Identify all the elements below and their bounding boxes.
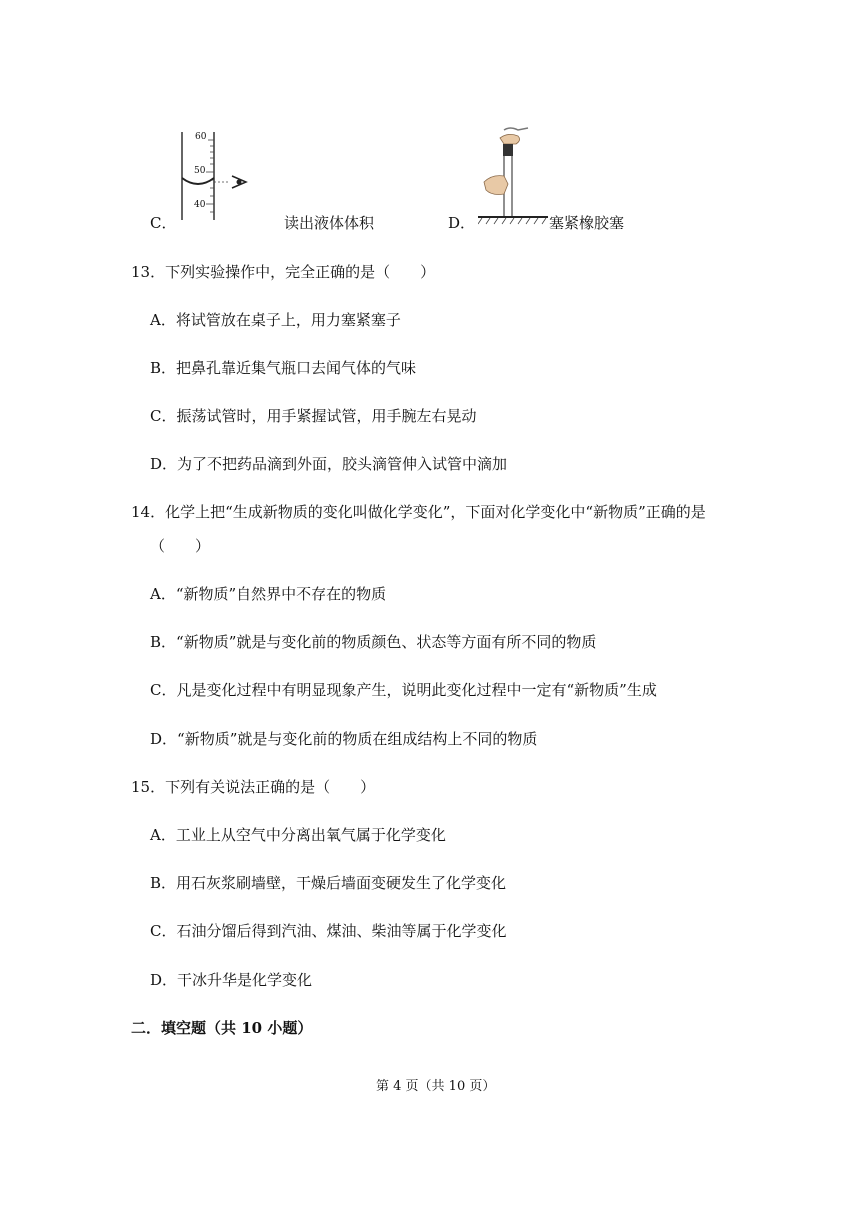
option-c-letter: C． <box>150 214 177 232</box>
test-tube-stopper-icon <box>478 124 548 228</box>
page-footer: 第 4 页（共 10 页） <box>376 1079 496 1094</box>
question-14-option-d: D．“新物质”就是与变化前的物质在组成结构上不同的物质 <box>150 730 538 748</box>
question-14-option-b: B．“新物质”就是与变化前的物质颜色、状态等方面有所不同的物质 <box>150 633 597 651</box>
option-c-caption: 读出液体体积 <box>284 214 375 232</box>
option-d-caption: 塞紧橡胶塞 <box>549 214 625 232</box>
option-d-letter: D． <box>448 214 476 232</box>
question-15-option-d: D．干冰升华是化学变化 <box>150 971 313 989</box>
section-title: 二．填空题（共 10 小题） <box>131 1019 313 1037</box>
question-14-option-a: A．“新物质”自然界中不存在的物质 <box>150 585 387 603</box>
question-14-stem-continued: （ ） <box>150 537 211 555</box>
test-tube-stopper-figure <box>478 124 548 228</box>
question-14-stem: 14．化学上把“生成新物质的变化叫做化学变化”，下面对化学变化中“新物质”正确的是 <box>131 503 706 521</box>
tick-label-40: 40 <box>194 200 206 210</box>
question-13-option-c: C．振荡试管时，用手紧握试管，用手腕左右晃动 <box>150 407 477 425</box>
question-15-option-b: B．用石灰浆刷墙壁，干燥后墙面变硬发生了化学变化 <box>150 874 507 892</box>
graduated-cylinder-figure <box>178 130 258 222</box>
tick-label-50: 50 <box>194 166 206 176</box>
question-13-option-d: D．为了不把药品滴到外面，胶头滴管伸入试管中滴加 <box>150 455 508 473</box>
question-13-option-a: A．将试管放在桌子上，用力塞紧塞子 <box>150 311 401 329</box>
graduated-cylinder-icon <box>178 130 258 222</box>
question-15-stem: 15．下列有关说法正确的是（ ） <box>131 778 376 796</box>
question-15-option-c: C．石油分馏后得到汽油、煤油、柴油等属于化学变化 <box>150 922 507 940</box>
question-13-stem: 13．下列实验操作中，完全正确的是（ ） <box>131 263 436 281</box>
tick-label-60: 60 <box>195 132 207 142</box>
question-14-option-c: C．凡是变化过程中有明显现象产生，说明此变化过程中一定有“新物质”生成 <box>150 681 657 699</box>
question-13-option-b: B．把鼻孔靠近集气瓶口去闻气体的气味 <box>150 359 417 377</box>
question-15-option-a: A．工业上从空气中分离出氧气属于化学变化 <box>150 826 446 844</box>
